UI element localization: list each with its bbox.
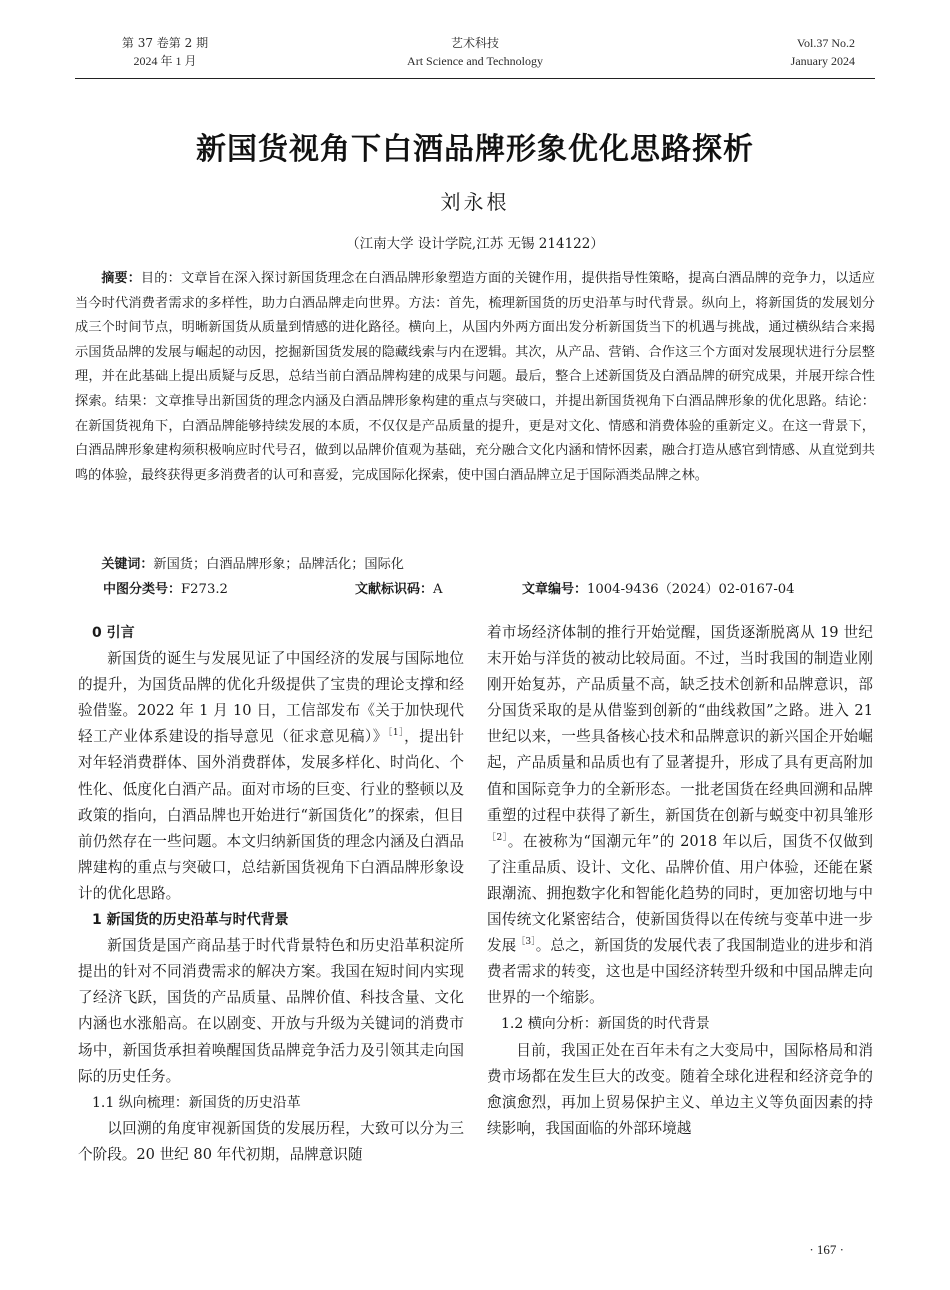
affiliation: （江南大学 设计学院,江苏 无锡 214122） — [346, 236, 604, 252]
citation-ref: ［3］ — [516, 937, 536, 948]
abstract — [75, 267, 875, 488]
keywords-label: 关键词： — [101, 557, 154, 572]
journal-name-cn: 艺术科技 — [450, 36, 499, 50]
citation-ref: ［2］ — [487, 832, 508, 843]
paragraph: 以回溯的角度审视新国货的发展历程，大致可以分为三个阶段。20 世纪 80 年代初期，品牌意识随 — [78, 1119, 464, 1163]
clc-value: F273.2 — [181, 582, 228, 597]
document-code-label: 文献标识码： — [355, 582, 434, 597]
paragraph-text: ，提出针对年轻消费群体、国外消费群体，发展多样化、时尚化、个性化、低度化白酒产品。面对市场的巨变、行业的整顿以及政策的指向，白酒品牌也开始进行“新国货化”的探索，但目前仍然存在一些问题。本文归纳新国货的理念内涵及白酒品牌建构的重点与突破口，总结新国货视角下白酒品牌形象设计的优化思路。 — [78, 728, 464, 902]
body-column-left — [78, 620, 464, 1168]
journal-issue — [110, 34, 220, 70]
body-column-right — [487, 620, 873, 1142]
page-number: · 167 · — [809, 1242, 844, 1257]
journal-issue-en — [735, 34, 855, 70]
document-code-value: A — [433, 582, 443, 597]
citation-ref: ［1］ — [387, 728, 405, 739]
section-heading-intro: 0 引言 — [92, 625, 135, 641]
clc-label: 中图分类号： — [103, 582, 182, 597]
paragraph: 新国货是国产商品基于时代背景特色和历史沿革积淀所提出的针对不同消费需求的解决方案。我国在短时间内实现了经济飞跃，国货的产品质量、品牌价值、科技含量、文化内涵也水涨船高。在以剧变、开放与升级为关键词的消费市场中，新国货承担着唤醒国货品牌竞争活力及引领其走向国际的历史任务。 — [78, 937, 464, 1085]
paragraph-text: 着市场经济体制的推行开始觉醒，国货逐渐脱离从 19 世纪末开始与洋货的被动比较局面。不过，当时我国的制造业刚刚开始复苏，产品质量不高，缺乏技术创新和品牌意识，部分国货采取的是从借鉴到创新的“曲线救国”之路。进入 21 世纪以来，一些具备核心技术和品牌意识的新兴国企开始崛起，产品质量和品质也有了显著提升，形成了具有更高附加值和国际竞争力的全新形态。一批老国货在经典回溯和品牌重塑的过程中获得了新生，新国货在创新与蜕变中初具雏形 — [487, 624, 873, 824]
abstract-label: 摘要： — [101, 271, 141, 286]
paper-title: 新国货视角下白酒品牌形象优化思路探析 — [196, 132, 754, 167]
journal-name — [365, 34, 585, 70]
issue-date-en: January 2024 — [790, 54, 855, 68]
issue-date: 2024 年 1 月 — [133, 54, 197, 68]
paragraph: 目前，我国正处在百年未有之大变局中，国际格局和消费市场都在发生巨大的改变。随着全球化进程和经济竞争的愈演愈烈，再加上贸易保护主义、单边主义等负面因素的持续影响，我国面临的外部环境越 — [487, 1041, 873, 1137]
paragraph-text: 。在被称为“国潮元年”的 2018 年以后，国货不仅做到了注重品质、设计、文化、品牌价值、用户体验，还能在紧跟潮流、拥抱数字化和智能化趋势的同时，更加密切地与中国传统文化紧密结合，使新国货得以在传统与变革中进一步发展 — [487, 832, 873, 955]
author: 刘永根 — [440, 190, 510, 214]
subsection-heading-1-2: 1.2 横向分析：新国货的时代背景 — [501, 1016, 710, 1033]
section-heading-1: 1 新国货的历史沿革与时代背景 — [92, 912, 289, 929]
article-number-label: 文章编号： — [522, 582, 588, 597]
paragraph — [487, 620, 873, 1011]
volume-issue-en: Vol.37 No.2 — [796, 36, 855, 50]
header-rule — [75, 78, 875, 79]
paragraph — [78, 646, 464, 907]
article-number-value: 1004-9436（2024）02-0167-04 — [587, 582, 795, 597]
keywords-text: 新国货；白酒品牌形象；品牌活化；国际化 — [153, 557, 404, 572]
journal-name-en: Art Science and Technology — [407, 54, 543, 68]
paragraph-text: 新国货的诞生与发展见证了中国经济的发展与国际地位的提升，为国货品牌的优化升级提供了宝贵的理论支撑和经验借鉴。2022 年 1 月 10 日，工信部发布《关于加快现代轻工产业体系建设的指导意见（征求意见稿）》 — [78, 650, 464, 746]
running-header — [75, 34, 875, 78]
volume-issue: 第 37 卷第 2 期 — [121, 36, 209, 50]
subsection-heading-1-1: 1.1 纵向梳理：新国货的历史沿革 — [92, 1094, 301, 1111]
article-number — [522, 580, 795, 600]
clc-number — [103, 580, 228, 600]
keywords — [75, 555, 875, 575]
abstract-text: 目的：文章旨在深入探讨新国货理念在白酒品牌形象塑造方面的关键作用，提供指导性策略，提高白酒品牌的竞争力，以适应当今时代消费者需求的多样性，助力白酒品牌走向世界。方法：首先，梳理新国货的历史沿革与时代背景。纵向上，将新国货的发展划分成三个时间节点，明晰新国货从质量到情感的进化路径。横向上，从国内外两方面出发分析新国货当下的机遇与挑战，通过横纵结合来揭示国货品牌的发展与崛起的动因，挖掘新国货发展的隐藏线索与内在逻辑。其次，从产品、营销、合作这三个方面对发展现状进行分层整理，并在此基础上提出质疑与反思，总结当前白酒品牌构建的成果与问题。最后，整合上述新国货及白酒品牌的研究成果，并展开综合性探索。结果：文章推导出新国货的理念内涵及白酒品牌形象构建的重点与突破口，并提出新国货视角下白酒品牌形象的优化思路。结论：在新国货视角下，白酒品牌能够持续发展的本质，不仅仅是产品质量的提升，更是对文化、情感和消费体验的重新定义。在这一背景下，白酒品牌形象建构须积极响应时代号召，做到以品牌价值观为基础，充分融合文化内涵和情怀因素，融合打造从感官到情感、从直觉到共鸣的体验，最终获得更多消费者的认可和喜爱，完成国际化探索，使中国白酒品牌立足于国际酒类品牌之林。 — [75, 271, 875, 483]
document-code — [355, 580, 443, 600]
paragraph-text: 。总之，新国货的发展代表了我国制造业的进步和消费者需求的转变，这也是中国经济转型升级和中国品牌走向世界的一个缩影。 — [487, 937, 873, 1007]
